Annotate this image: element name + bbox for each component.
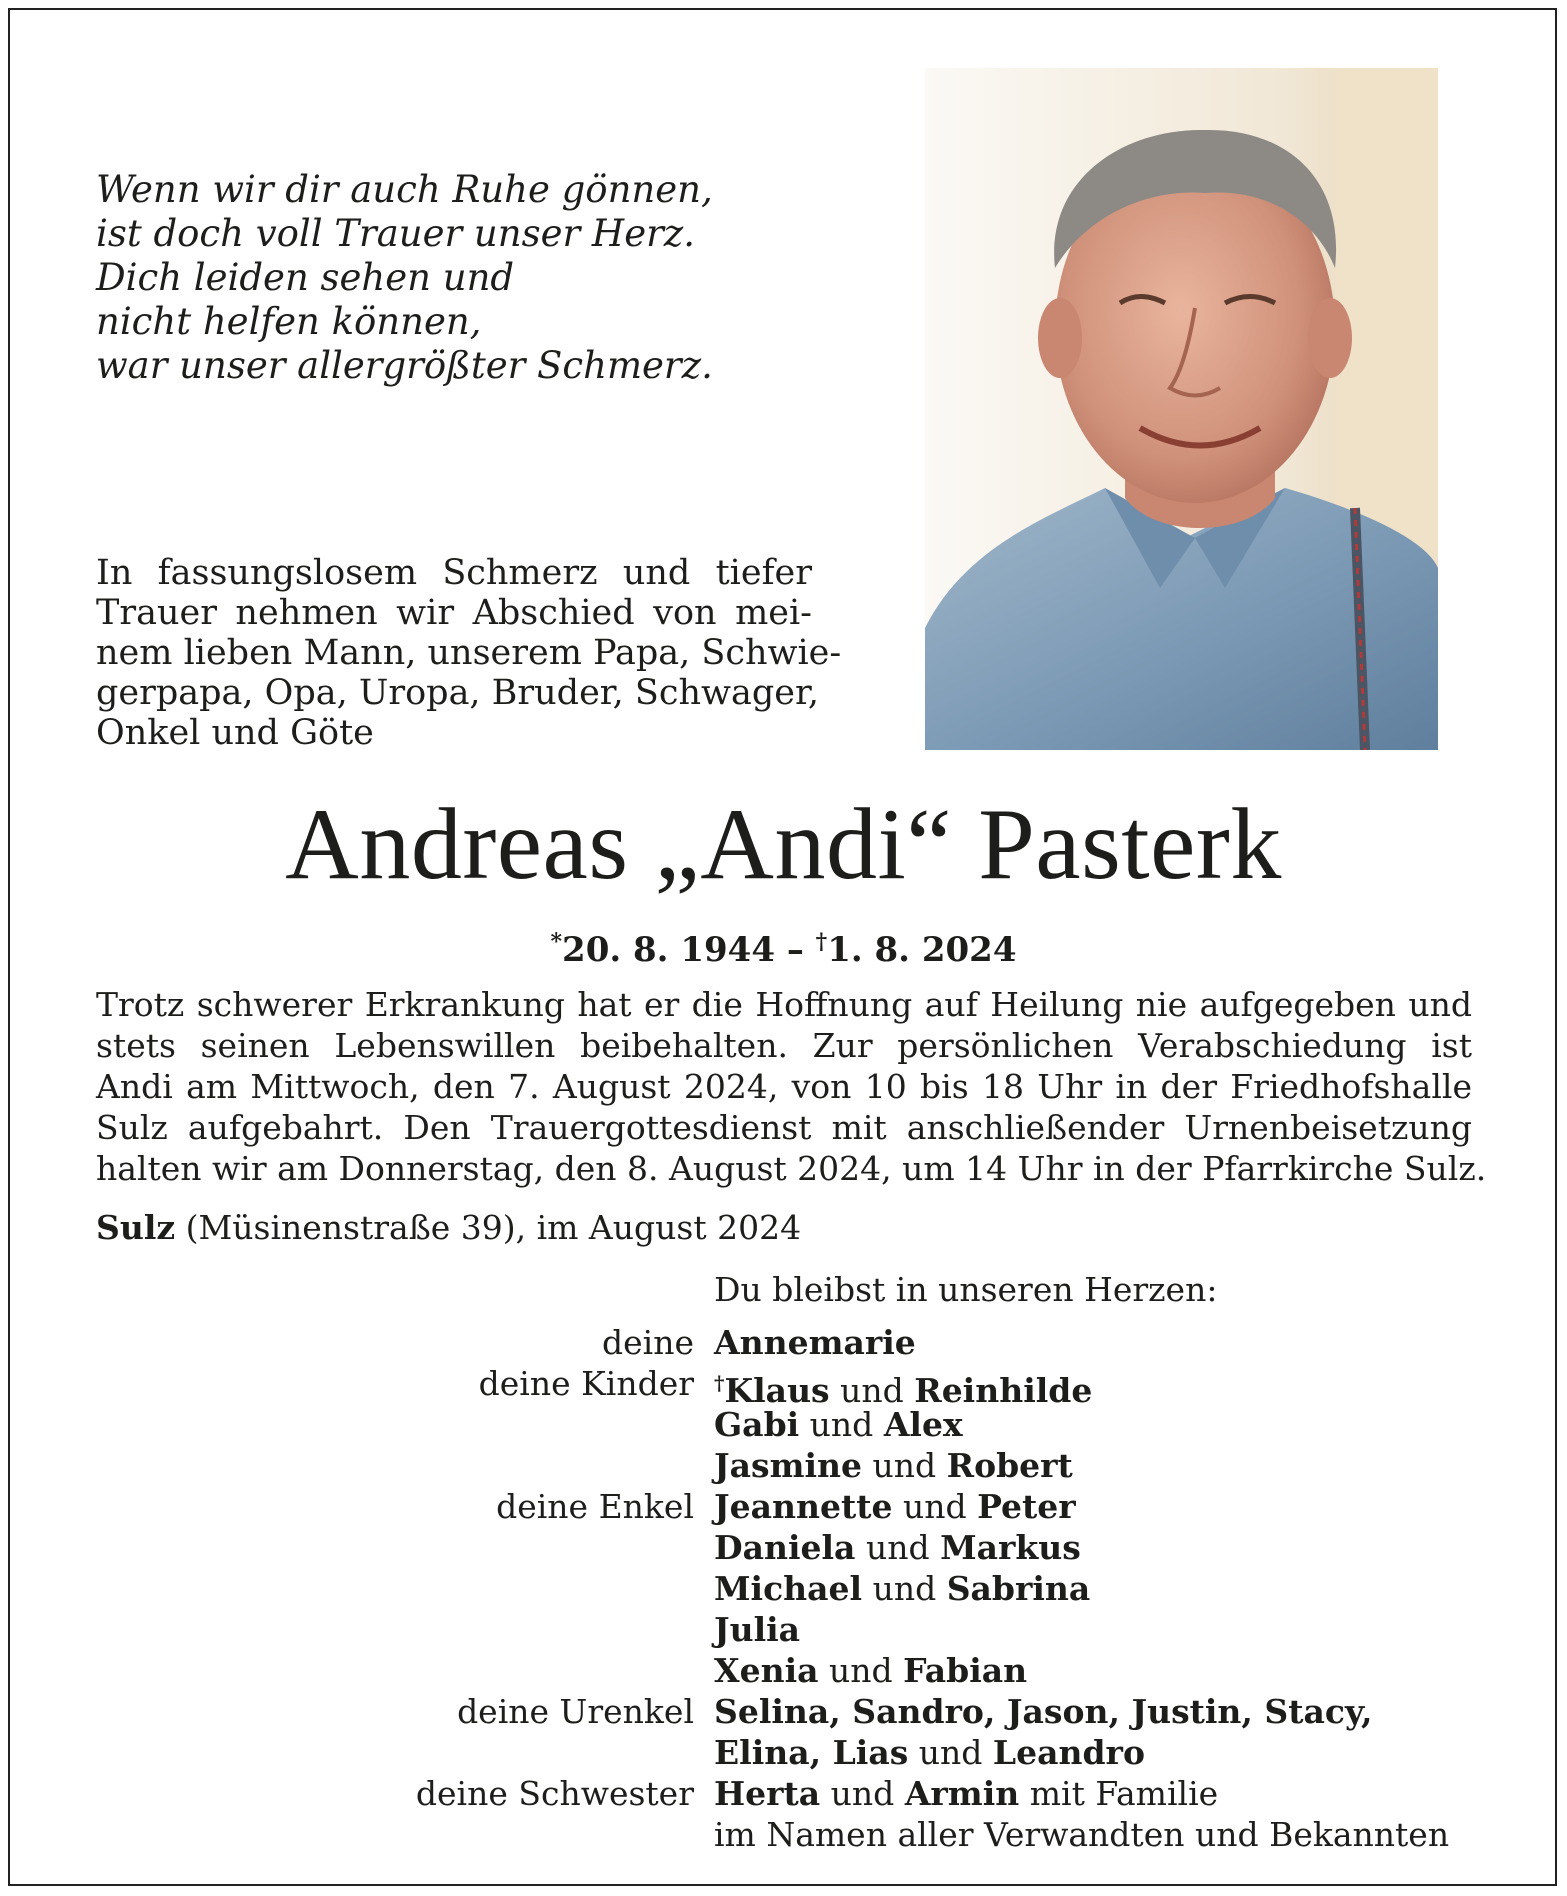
mourner-names [714, 1568, 1090, 1609]
service-line: Sulz aufgebahrt. Den Trauergottesdienst mit anschließender Urnenbeisetzung [96, 1108, 1472, 1147]
mourner-and: und [799, 1405, 884, 1444]
service-line: Trotz schwerer Erkrankung hat er die Hoffnung auf Heilung nie aufgegeben und [96, 985, 1472, 1024]
mourner-name: Julia [714, 1610, 801, 1649]
mourner-and: und [818, 1651, 904, 1690]
intro-text [96, 553, 842, 753]
mourner-names [714, 1609, 800, 1650]
service-line: Andi am Mittwoch, den 7. August 2024, von 10 bis 18 Uhr in der Friedhofshalle [96, 1067, 1472, 1106]
mourner-relation: deine Schwester [415, 1774, 694, 1813]
mourner-names [714, 1650, 1027, 1691]
mourner-names [714, 1527, 1081, 1568]
mourner-row [0, 1773, 1567, 1814]
mourner-name: Xenia [714, 1651, 819, 1690]
mourner-names [714, 1691, 1372, 1732]
mourner-relation: deine Urenkel [457, 1692, 694, 1731]
mourner-name: Michael [714, 1569, 863, 1608]
mourner-names [714, 1732, 1145, 1773]
mourner-relation: deine Enkel [496, 1487, 694, 1526]
mourner-name: Jasmine [714, 1446, 863, 1485]
mourner-row [0, 1527, 1567, 1568]
deceased-cross-icon: † [714, 1371, 725, 1395]
mourner-names [714, 1404, 963, 1445]
place-town: Sulz [96, 1208, 176, 1247]
intro-line: Trauer nehmen wir Abschied von mei- [96, 593, 812, 633]
intro-line: gerpapa, Opa, Uropa, Bruder, Schwager, [96, 673, 820, 713]
mourner-names [714, 1486, 1076, 1527]
mourner-name: Reinhilde [914, 1371, 1093, 1410]
mourner-row [0, 1404, 1567, 1445]
service-line: stets seinen Lebenswillen beibehalten. Zur persönlichen Verabschiedung ist [96, 1026, 1472, 1065]
mourners-heading: Du bleibst in unseren Herzen: [714, 1270, 1218, 1309]
mourner-name: Robert [946, 1446, 1073, 1485]
mourner-suffix: mit Familie [1019, 1774, 1219, 1813]
mourner-and: und [820, 1774, 905, 1813]
mourner-and: und [862, 1569, 947, 1608]
mourner-name: Armin [904, 1774, 1020, 1813]
mourner-and: und [862, 1446, 947, 1485]
mourner-and: und [829, 1371, 915, 1410]
mourner-name: Daniela [714, 1528, 856, 1567]
mourner-and: und [908, 1733, 993, 1772]
poem-line: Wenn wir dir auch Ruhe gönnen, [96, 168, 713, 211]
mourner-row [0, 1609, 1567, 1650]
mourner-row [0, 1814, 1567, 1855]
mourner-and: und [855, 1528, 941, 1567]
birth-star-icon: * [550, 929, 563, 955]
life-dates [0, 922, 1567, 970]
mourner-row [0, 1732, 1567, 1773]
death-cross-icon: † [815, 929, 828, 955]
mourners-list [0, 1322, 1567, 1855]
mourner-row [0, 1363, 1567, 1410]
mourner-row [0, 1691, 1567, 1732]
mourner-name: Annemarie [714, 1323, 916, 1362]
mourner-name: Fabian [903, 1651, 1028, 1690]
mourner-name: Leandro [992, 1733, 1145, 1772]
mourner-and: und [892, 1487, 978, 1526]
mourner-row [0, 1486, 1567, 1527]
mourner-row [0, 1445, 1567, 1486]
mourner-relation: deine [602, 1323, 694, 1362]
mourner-name: Peter [977, 1487, 1076, 1526]
death-date: 1. 8. 2024 [827, 930, 1017, 970]
mourner-name: Gabi [714, 1405, 800, 1444]
mourner-name: Elina, Lias [714, 1733, 909, 1772]
mourner-names [714, 1773, 1218, 1814]
poem [96, 168, 736, 388]
service-text [96, 984, 1487, 1189]
place-date [96, 1208, 801, 1248]
mourner-row [0, 1322, 1567, 1363]
mourner-row [0, 1650, 1567, 1691]
service-line: halten wir am Donnerstag, den 8. August 2024, um 14 Uhr in der Pfarrkirche Sulz. [96, 1149, 1487, 1188]
mourner-names [714, 1322, 916, 1363]
mourner-name: Sabrina [946, 1569, 1091, 1608]
mourner-relation: deine Kinder [478, 1364, 694, 1403]
portrait-icon [925, 68, 1438, 750]
poem-line: nicht helfen können, [96, 300, 482, 343]
closing-line: im Namen aller Verwandten und Bekannten [714, 1815, 1450, 1854]
mourner-name: Jeannette [714, 1487, 893, 1526]
mourner-name: Alex [883, 1405, 963, 1444]
mourner-name: Herta [714, 1774, 821, 1813]
intro-line: Onkel und Göte [96, 713, 374, 753]
mourner-names [714, 1445, 1073, 1486]
mourner-name: Selina, Sandro, Jason, Justin, Stacy, [714, 1692, 1373, 1731]
intro-line: In fassungslosem Schmerz und tiefer [96, 553, 812, 593]
poem-line: war unser allergrößter Schmerz. [96, 344, 713, 387]
place-address: (Müsinenstraße 39), im August 2024 [175, 1208, 802, 1247]
portrait-photo [925, 68, 1438, 750]
mourner-name: Markus [940, 1528, 1081, 1567]
poem-line: Dich leiden sehen und [96, 256, 515, 299]
poem-line: ist doch voll Trauer unser Herz. [96, 212, 696, 255]
birth-date: 20. 8. 1944 [562, 930, 775, 970]
intro-line: nem lieben Mann, unserem Papa, Schwie- [96, 633, 842, 673]
mourner-name: Klaus [724, 1371, 830, 1410]
date-separator: – [774, 930, 816, 970]
deceased-name: Andreas „Andi“ Pasterk [285, 788, 1282, 901]
mourner-row [0, 1568, 1567, 1609]
